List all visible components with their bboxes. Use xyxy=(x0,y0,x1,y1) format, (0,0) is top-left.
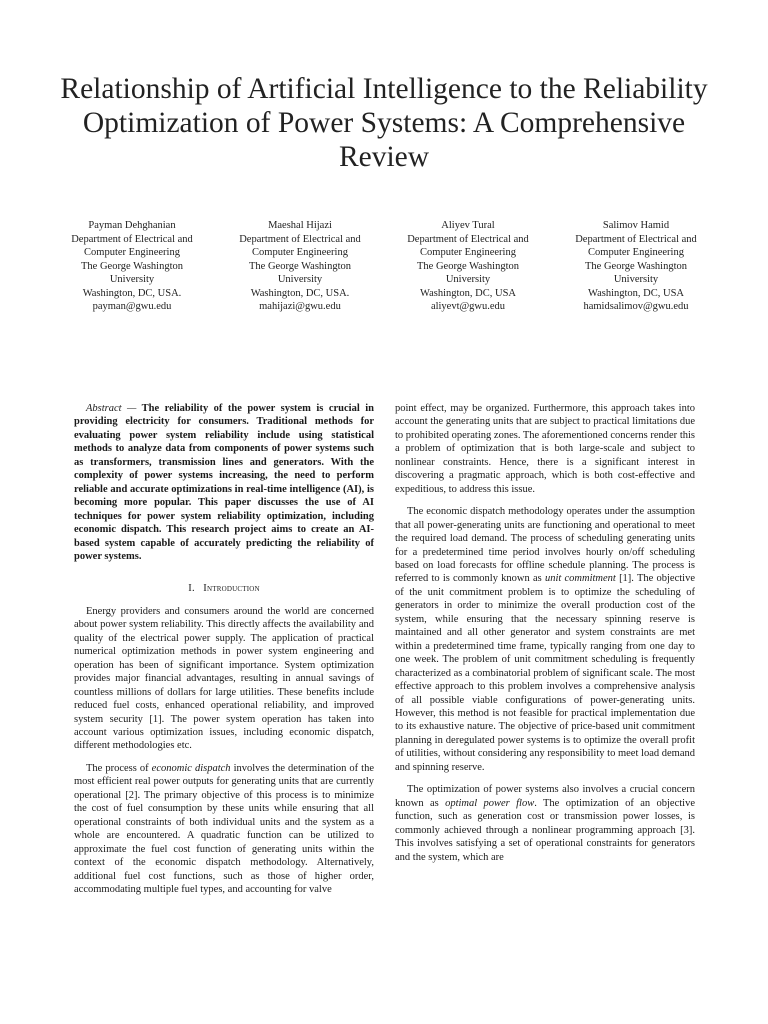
paper-title: Relationship of Artificial Intelligence to the Reliability Optimization of Power Systems: A Comprehensive Review xyxy=(60,73,708,173)
author-dept: Computer Engineering xyxy=(84,247,180,258)
author-dept: Department of Electrical and xyxy=(407,233,529,245)
emphasized-term: unit commitment xyxy=(544,573,616,585)
section-number: I. xyxy=(188,583,195,595)
left-column xyxy=(74,402,374,905)
author-block xyxy=(48,219,720,314)
author-dept: Department of Electrical and xyxy=(239,233,361,245)
paragraph-text: The process of xyxy=(86,762,152,774)
paragraph-text: The optimization of power systems also involves a crucial concern known as xyxy=(395,784,695,809)
author-1 xyxy=(48,219,216,314)
paragraph-text: . The optimization of an objective function, such as generation cost or transmission power losses, is commonly achieved through a nonlinear programming approach [3]. This involves satisfying a set of operational constraints for generators and the system, which are xyxy=(395,797,695,863)
author-location: Washington, DC, USA. xyxy=(250,287,350,299)
author-email: mahijazi@gwu.edu xyxy=(259,301,341,312)
author-location: Washington, DC, USA xyxy=(588,287,684,299)
author-university: University xyxy=(277,274,323,285)
author-name: Payman Dehghanian xyxy=(88,220,176,231)
section-title: Introduction xyxy=(203,583,260,595)
continued-paragraph: point effect, may be organized. Furthermore, this approach takes into account the generating units that are subject to practical limitations due to prohibited operating zones. The aforementioned concerns render this a problem of optimization that is both large-scale and subject to nonlinear constraints. Hence, there is a significant interest in discovering a pragmatic approach, which is both cost-effective and expeditious, to address this issue. xyxy=(395,403,695,495)
author-name: Maeshal Hijazi xyxy=(268,220,332,231)
optimal-power-flow-paragraph xyxy=(395,783,695,864)
emphasized-term: optimal power flow xyxy=(445,797,535,809)
author-dept: Computer Engineering xyxy=(252,247,348,258)
paragraph-text: [1]. The objective of the unit commitment problem is to optimize the scheduling of generators in order to minimize the overall production cost of the system, while ensuring that the necessary spinning reserve is maintained and all other generator and system constraints are met within a predetermined time frame, typically ranging from one day to one week. The problem of unit commitment scheduling is frequently characterized as a combinatorial problem of significant scale. The most effective approach to this problem involves a comprehensive analysis of all possible viable configurations of power-generating units. However, this method is not feasible for practical implementation due to its exhaustive nature. The objective of price-based unit commitment planning in deregulated power systems is to optimize the overall profit of utilities, without considering any responsibility to meet load demand and spinning reserve. xyxy=(395,573,695,773)
abstract xyxy=(74,402,374,563)
author-name: Aliyev Tural xyxy=(441,220,495,231)
author-email: hamidsalimov@gwu.edu xyxy=(583,301,689,312)
unit-commitment-paragraph xyxy=(395,505,695,774)
abstract-text: The reliability of the power system is crucial in providing electricity for consumers. Traditional methods for evaluating power system reliability include using statistical methods to analyze data from components of power systems such as transformers, transmission lines and generators. With the complexity of power systems increasing, the need to perform reliable and accurate optimizations in real-time intelligence (AI), is becoming more popular. This paper discusses the use of AI techniques for power system reliability optimization, including economic dispatch. This research project aims to create an AI-based system capable of accurately predicting the reliability of power systems. xyxy=(74,403,374,562)
author-location: Washington, DC, USA xyxy=(420,287,516,299)
paragraph-text: involves the determination of the most efficient real power outputs for generating units that are currently operational [2]. The primary objective of this process is to minimize the cost of fuel consumption by these units while ensuring that all operational constraints of both individual units and the system as a whole are encountered. A quadratic function can be utilized to approximate the fuel cost function of generating units within the context of the economic dispatch methodology. Alternatively, additional fuel cost functions, such as those of higher order, accommodating multiple fuel types, and accounting for valve xyxy=(74,762,375,895)
section-heading xyxy=(74,582,374,595)
author-email: aliyevt@gwu.edu xyxy=(430,301,506,312)
economic-dispatch-paragraph xyxy=(74,762,374,897)
paragraph-text: The economic dispatch methodology operates under the assumption that all power-generating units are functioning and operational to meet the required load demand. The process of scheduling generating units for a predetermined time period involves hourly on/off scheduling based on load forecasts for offline schedule planning. The process is referred to is commonly known as xyxy=(395,506,695,585)
right-column xyxy=(395,402,695,873)
author-university: University xyxy=(445,274,491,285)
author-dept: Department of Electrical and xyxy=(575,233,697,245)
author-location: Washington, DC, USA. xyxy=(82,287,182,299)
author-university: University xyxy=(613,274,659,285)
author-university: The George Washington xyxy=(585,260,687,272)
author-name: Salimov Hamid xyxy=(602,220,670,231)
emphasized-term: economic dispatch xyxy=(151,762,231,774)
author-university: The George Washington xyxy=(81,260,183,272)
author-university: The George Washington xyxy=(249,260,351,272)
author-university: University xyxy=(109,274,155,285)
author-3 xyxy=(384,219,552,314)
intro-paragraph: Energy providers and consumers around the world are concerned about power system reliability. This directly affects the availability and quality of the electrical power supply. The application of practical numerical optimization methods in power system engineering and operation has been of significant importance. System optimization provides major financial advantages, resulting in annual savings of countless millions of dollars for large utilities. These benefits include reduced fuel costs, enhanced operational reliability, and improved system security [1]. The power system operation has taken into account various optimization issues, including economic dispatch, different methodologies etc. xyxy=(74,605,374,752)
author-university: The George Washington xyxy=(417,260,519,272)
author-2 xyxy=(216,219,384,314)
author-email: payman@gwu.edu xyxy=(92,301,172,312)
author-dept: Computer Engineering xyxy=(420,247,516,258)
abstract-label: Abstract — xyxy=(86,403,137,414)
author-dept: Department of Electrical and xyxy=(71,233,193,245)
author-dept: Computer Engineering xyxy=(588,247,684,258)
author-4 xyxy=(552,219,720,314)
